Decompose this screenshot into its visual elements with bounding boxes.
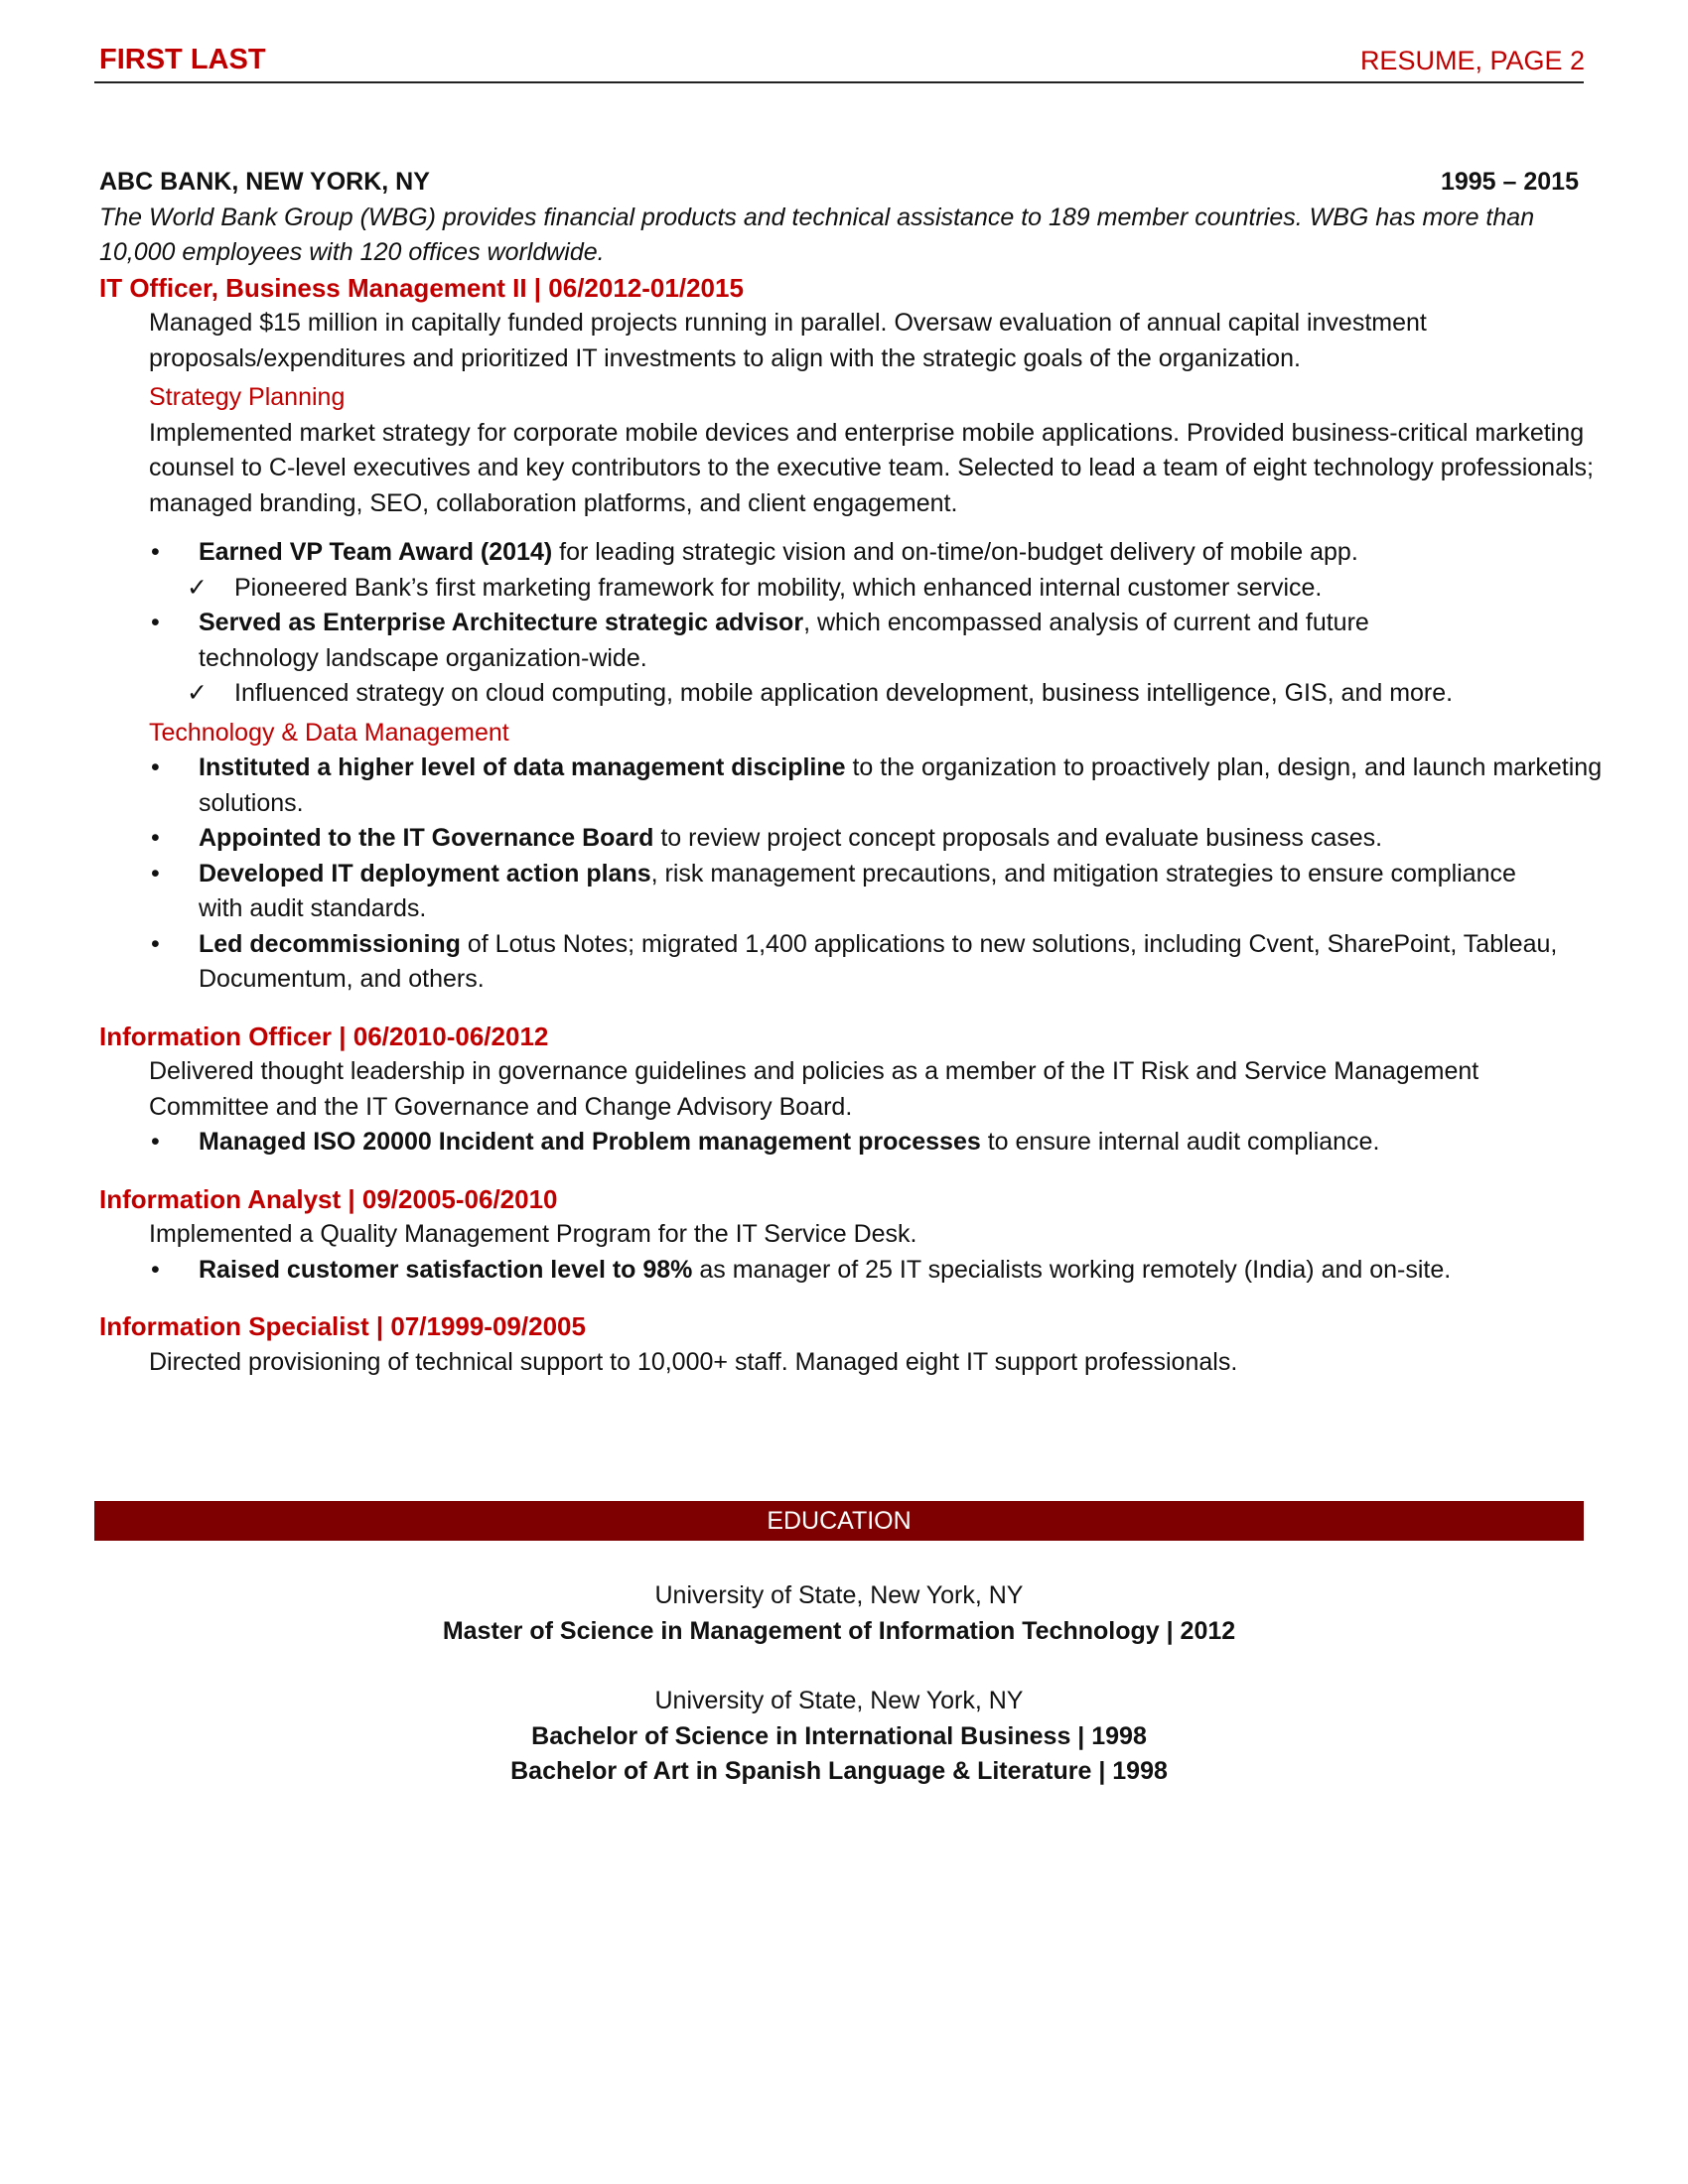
header-rule — [94, 81, 1584, 83]
role-summary: Directed provisioning of technical support to 10,000+ staff. Managed eight IT support professionals. — [149, 1347, 1238, 1376]
role-summary: Implemented a Quality Management Program for the IT Service Desk. — [149, 1220, 917, 1248]
bullet-list — [99, 751, 1648, 998]
bullet-bold: Led decommissioning — [199, 929, 461, 958]
header-page-label: RESUME, PAGE 2 — [1359, 46, 1585, 75]
role-title: IT Officer, Business Management II | 06/2012-01/2015 — [99, 272, 744, 303]
bullet-list — [99, 606, 1648, 676]
checkmark-icon: ✓ — [187, 573, 208, 602]
bullet-bold: Managed ISO 20000 Incident and Problem management processes — [199, 1128, 981, 1156]
bullet-text: , risk management precautions, and mitigation strategies to ensure compliance with audit standards. — [199, 859, 1516, 922]
list-item — [99, 927, 1628, 998]
subsection-heading: Strategy Planning — [149, 383, 346, 411]
check-text: Pioneered Bank’s first marketing framework for mobility, which enhanced internal customer service. — [234, 573, 1323, 602]
bullet-text: of Lotus Notes; migrated 1,400 applications to new solutions, including Cvent, SharePoint, Tableau, Documentum, and others. — [199, 929, 1558, 993]
bullet-text: , which encompassed analysis of current and future technology landscape organization-wide. — [199, 609, 1369, 672]
degree: Bachelor of Science in International Business | 1998 — [531, 1721, 1147, 1750]
degree: Bachelor of Art in Spanish Language & Literature | 1998 — [510, 1757, 1168, 1785]
subsection-text: Implemented market strategy for corporate mobile devices and enterprise mobile applications. Provided business-critical marketing counsel to C-level executives and key contributors to the executive team. Selected to lead a team of eight technology professionals; managed branding, SEO, collaboration platforms, and client engagement. — [149, 418, 1594, 517]
bullet-icon: • — [151, 538, 160, 566]
school-name: University of State, New York, NY — [654, 1581, 1024, 1609]
employer-dates: 1995 – 2015 — [1440, 168, 1579, 196]
education-heading: EDUCATION — [94, 1501, 1584, 1541]
employer-row — [99, 165, 1579, 201]
bullet-text: as manager of 25 IT specialists working remotely (India) and on-site. — [692, 1255, 1452, 1284]
bullet-icon: • — [151, 824, 160, 852]
check-text: Influenced strategy on cloud computing, mobile application development, business intelligence, GIS, and more. — [234, 679, 1454, 707]
bullet-icon: • — [151, 1255, 160, 1284]
employer-description: The World Bank Group (WBG) provides financial products and technical assistance to 189 member countries. WBG has more than 10,000 employees with 120 offices worldwide. — [99, 203, 1535, 266]
role-title: Information Analyst | 09/2005-06/2010 — [99, 1183, 558, 1214]
bullet-bold: Earned VP Team Award (2014) — [199, 538, 553, 566]
list-item — [99, 606, 1489, 676]
bullet-icon: • — [151, 859, 160, 887]
list-item — [99, 821, 1628, 857]
check-item — [99, 676, 1648, 712]
list-item — [99, 857, 1549, 927]
subsection-heading: Technology & Data Management — [149, 718, 509, 747]
bullet-icon: • — [151, 753, 160, 781]
bullet-list — [99, 1253, 1648, 1289]
bullet-bold: Instituted a higher level of data management discipline — [199, 753, 846, 781]
bullet-icon: • — [151, 609, 160, 636]
role-title: Information Specialist | 07/1999-09/2005 — [99, 1311, 586, 1341]
list-item — [99, 1125, 1648, 1160]
checkmark-icon: ✓ — [187, 679, 208, 707]
check-item — [99, 571, 1648, 607]
degree: Master of Science in Management of Information Technology | 2012 — [442, 1616, 1236, 1645]
bullet-text: to review project concept proposals and evaluate business cases. — [653, 824, 1383, 852]
role-summary: Delivered thought leadership in governance guidelines and policies as a member of the IT Risk and Service Management Committee and the IT Governance and Change Advisory Board. — [149, 1057, 1479, 1121]
bullet-icon: • — [151, 929, 160, 958]
bullet-icon: • — [151, 1128, 160, 1156]
list-item — [99, 751, 1628, 821]
school-name: University of State, New York, NY — [654, 1687, 1024, 1714]
experience-section — [99, 165, 1648, 1380]
education-entry — [94, 1684, 1584, 1790]
bullet-text: to the organization to proactively plan, design, and launch marketing solutions. — [199, 753, 1603, 817]
education-entry — [94, 1578, 1584, 1649]
bullet-list — [99, 1125, 1648, 1160]
bullet-text: to ensure internal audit compliance. — [980, 1128, 1380, 1156]
bullet-list — [99, 535, 1648, 571]
bullet-bold: Served as Enterprise Architecture strategic advisor — [199, 609, 804, 636]
bullet-text: for leading strategic vision and on-time/on-budget delivery of mobile app. — [552, 538, 1358, 566]
list-item — [99, 535, 1648, 571]
bullet-bold: Appointed to the IT Governance Board — [199, 824, 654, 852]
role-summary: Managed $15 million in capitally funded projects running in parallel. Oversaw evaluation of annual capital investment proposals/expenditures and prioritized IT investments to align with the strategic goals of the organization. — [149, 309, 1427, 372]
list-item — [99, 1253, 1648, 1289]
bullet-bold: Developed IT deployment action plans — [199, 859, 651, 887]
employer-name: ABC BANK, NEW YORK, NY — [99, 168, 430, 196]
bullet-bold: Raised customer satisfaction level to 98% — [199, 1255, 693, 1284]
header-name: FIRST LAST — [99, 44, 266, 75]
role-title: Information Officer | 06/2010-06/2012 — [99, 1021, 549, 1051]
